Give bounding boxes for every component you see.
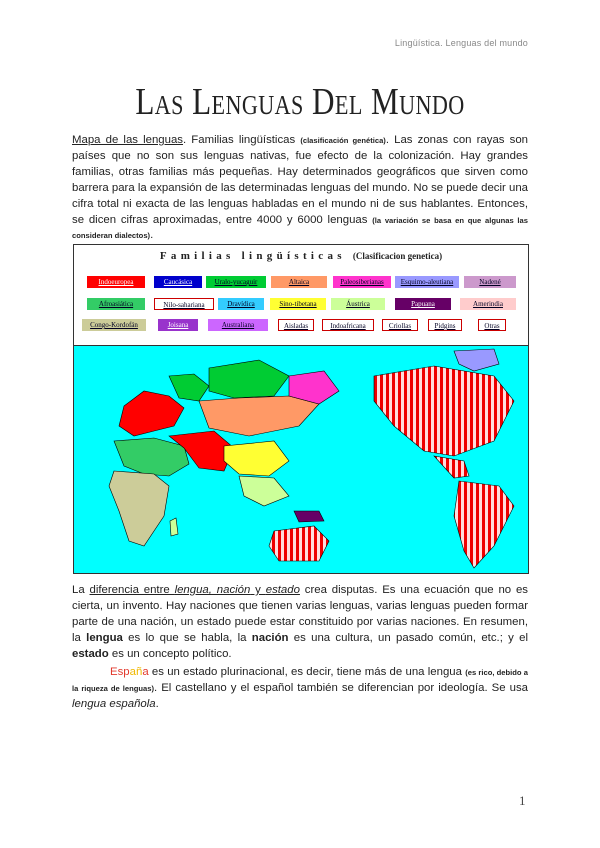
- legend-item-esquimo-aleutiana[interactable]: Esquimo-aleutiana: [395, 276, 459, 288]
- page-title: Las Lenguas Del Mundo: [135, 81, 465, 123]
- legend-item-aisladas[interactable]: Aisladas: [278, 319, 314, 331]
- legend-item-amerindia[interactable]: Amerindia: [460, 298, 516, 310]
- map-legend: [74, 245, 528, 346]
- region-africa: [109, 471, 169, 546]
- region-greenland: [454, 349, 499, 371]
- region-australia: [269, 526, 329, 561]
- legend-item--ustrica[interactable]: Áustrica: [331, 298, 385, 310]
- legend-item-indoeuropea[interactable]: Indoeuropea: [87, 276, 145, 288]
- region-altaic: [199, 396, 319, 436]
- legend-item-australiana[interactable]: Australiana: [208, 319, 268, 331]
- legend-item-congo-kordof-n[interactable]: Congo-Kordofán: [82, 319, 146, 331]
- region-siberia-uralic: [209, 360, 289, 398]
- legend-item-criollas[interactable]: Criollas: [382, 319, 418, 331]
- legend-item-cauc-sica[interactable]: Caucásica: [154, 276, 202, 288]
- legend-title: Familias lingüísticas (Clasificacion genetica): [159, 250, 443, 262]
- legend-item-sino-tibetana[interactable]: Sino-tibetana: [270, 298, 326, 310]
- legend-item-drav-dica[interactable]: Dravídica: [218, 298, 264, 310]
- legend-item-altaica[interactable]: Altaica: [271, 276, 327, 288]
- region-europe: [119, 391, 184, 436]
- difference-link[interactable]: diferencia entre: [89, 584, 175, 596]
- region-austric: [239, 476, 289, 506]
- legend-item-indoafricana[interactable]: Indoafricana: [322, 319, 374, 331]
- world-map: [74, 346, 528, 573]
- legend-item-afroasi-tica[interactable]: Afroasiática: [87, 298, 145, 310]
- paragraph-spain: España es un estado plurinacional, es decir, tiene más de una lengua (es rico, debido a la riqueza de lenguas). El castellano y el español también se diferencian por ideología. Se usa lengua española.: [72, 666, 528, 710]
- legend-item-naden-[interactable]: Nadené: [464, 276, 516, 288]
- region-north-america: [374, 366, 514, 456]
- language-families-map-figure: [73, 244, 529, 574]
- page-number: 1: [519, 793, 526, 808]
- legend-item-otras[interactable]: Otras: [478, 319, 506, 331]
- region-afroasiatic: [114, 438, 189, 476]
- world-map-svg: [74, 346, 528, 573]
- region-uralic: [169, 374, 209, 401]
- region-central-america: [434, 456, 469, 478]
- paragraph-difference: La diferencia entre lengua, nación y estado crea disputas. Es una ecuación que no es cierta, un invento. Hay naciones que tienen varias lenguas, varias lenguas pueden formar parte de una nación, un estado puede estar constituido por varias naciones. En resumen, la lengua es lo que se habla, la nación es una cultura, un pasado común, etc.; y el estado es un concepto político.: [72, 584, 529, 660]
- map-link[interactable]: Mapa de las lenguas: [72, 134, 184, 146]
- running-header: Lingüística. Lenguas del mundo: [394, 38, 528, 48]
- legend-item-pidgins[interactable]: Pidgins: [428, 319, 462, 331]
- legend-item-nilo-sahariana[interactable]: Nilo-sahariana: [154, 298, 214, 310]
- legend-item-uralo-yucaguir[interactable]: Uralo-yucaguir: [206, 276, 266, 288]
- region-madagascar: [170, 518, 178, 536]
- region-papuan: [294, 511, 324, 522]
- legend-item-joisana[interactable]: Joisana: [158, 319, 198, 331]
- legend-item-paleosiberianas[interactable]: Paleosiberianas: [333, 276, 391, 288]
- region-south-america: [454, 481, 514, 568]
- legend-item-papuana[interactable]: Papuana: [395, 298, 451, 310]
- region-sinotibetan: [224, 441, 289, 476]
- intro-paragraph: Mapa de las lenguas. Familias lingüísticas (clasificación genética). Las zonas con rayas son países que no son sus lenguas nativas, fue efecto de la colonización. Hay grandes familias, otras familias más pequeñas. Hay determinados geográficos que sirven como barrera para la expansión de las determinadas lenguas del mundo. No se puede decir una cifra total ni exacta de las lenguas habladas en el mundo ni de sus hablantes. Entonces, se dicen cifras aproximadas, entre 4000 y 6000 lenguas (la variación se basa en que algunas las consideran dialectos).: [72, 134, 528, 242]
